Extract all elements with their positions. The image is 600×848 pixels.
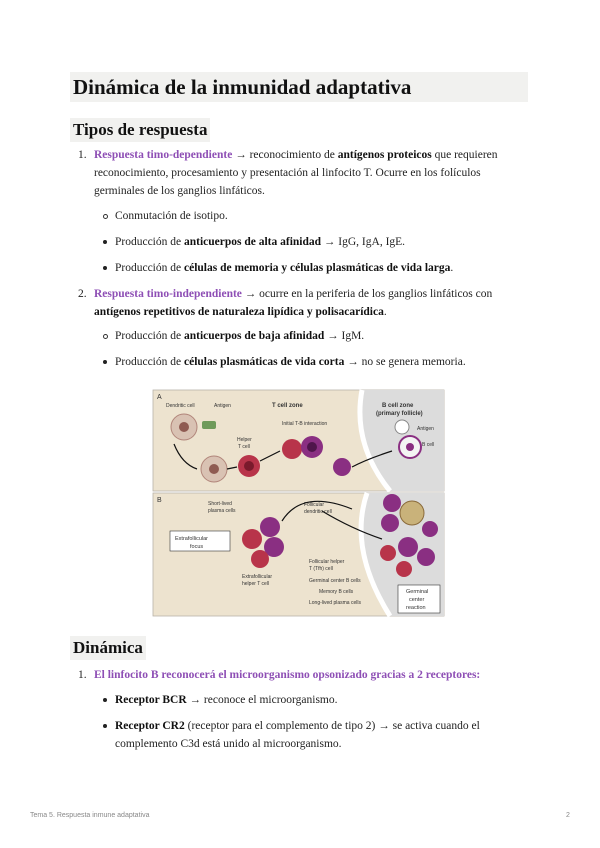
short-lived-label-1: Short-lived [208, 501, 232, 507]
gc-b-cell-1 [383, 494, 401, 512]
filled-bullet-icon [103, 724, 107, 728]
page-title: Dinámica de la inmunidad adaptativa [70, 72, 528, 102]
helper-t-nucleus [244, 461, 254, 471]
b-cell-zone-label: B cell zone [382, 403, 414, 409]
page-number: 2 [566, 812, 570, 819]
term-highlight: Respuesta timo-independiente [94, 288, 242, 300]
text-span: Producción de [115, 356, 184, 368]
filled-bullet-icon [103, 266, 107, 270]
antigen2-label: Antigen [417, 426, 434, 432]
text-span: → IgG, IgA, IgE. [321, 236, 406, 248]
short-lived-label-2: plasma cells [208, 508, 236, 514]
text-span: . [450, 262, 454, 274]
bold-term: antígenos proteicos [337, 149, 432, 161]
bold-term: células de memoria y células plasmáticas de vida larga [183, 262, 451, 274]
list-number: 2. [78, 288, 87, 300]
filled-bullet-icon [103, 240, 107, 244]
long-lived-plasma-cell [396, 561, 412, 577]
tfh-cell-shape [380, 545, 396, 561]
filled-bullet-icon [103, 360, 107, 364]
tfh-label-1: Follicular helper [309, 559, 345, 565]
immune-response-figure [152, 389, 445, 617]
bold-term: Receptor CR2 [115, 720, 185, 732]
panel-a-label: A [157, 394, 162, 401]
plasma-cell-1 [260, 517, 280, 537]
sub-item-text [115, 233, 405, 251]
filled-bullet-icon [103, 698, 107, 702]
b-cell-migrating [333, 458, 351, 476]
dendritic-cell-label: Dendritic cell [166, 403, 195, 409]
text-span: Producción de [115, 236, 184, 248]
text-span: Producción de [115, 330, 184, 342]
sub-item-text [115, 353, 466, 371]
sub-item-text [115, 691, 338, 709]
primary-follicle-label: (primary follicle) [376, 411, 423, 417]
section-heading-tipos: Tipos de respuesta [70, 118, 210, 142]
bold-term: anticuerpos de alta afinidad [183, 236, 322, 248]
b-cell-label: B cell [422, 442, 435, 448]
sub-item-text [115, 717, 535, 735]
sub-item-text: complemento C3d está unido al microorganismo. [115, 738, 342, 750]
gc-reaction-label-2: center [409, 597, 425, 603]
helper-t-label-1: Helper [237, 437, 252, 443]
dendritic-nucleus [179, 422, 189, 432]
list-item-text [94, 303, 534, 321]
helper-t-label-2: T cell [238, 444, 250, 450]
text-span: (receptor para el complemento de tipo 2) → se activa cuando el [184, 720, 480, 732]
section-heading-dinamica: Dinámica [70, 636, 146, 660]
footer-text: Tema 5. Respuesta inmune adaptativa [30, 812, 150, 819]
sub-item-text: Conmutación de isotipo. [115, 210, 228, 222]
text-span: que requieren [431, 149, 498, 161]
dendritic-nucleus-2 [209, 464, 219, 474]
follicular-dc-label-1: Follicular [304, 502, 325, 508]
initial-tb-label: Initial T-B interaction [282, 421, 328, 427]
b-cell-nucleus [307, 442, 317, 452]
extra-helper-label-2: helper T cell [242, 581, 270, 587]
t-cell-zone-label: T cell zone [272, 403, 303, 409]
text-span: → reconoce el microorganismo. [186, 694, 338, 706]
text-span: → IgM. [324, 330, 365, 342]
text-span: → no se genera memoria. [344, 356, 466, 368]
t-cell-shape [282, 439, 302, 459]
gc-reaction-label-3: reaction [406, 605, 426, 611]
gc-b-cells-label: Germinal center B cells [309, 578, 361, 584]
hollow-bullet-icon [103, 334, 108, 339]
gc-reaction-label-1: Germinal [406, 589, 429, 595]
antigen-particle [395, 420, 409, 434]
gc-b-cell-4 [398, 537, 418, 557]
text-span: → reconocimiento de [232, 149, 338, 161]
gc-b-cell-3 [422, 521, 438, 537]
bold-term: antígenos repetitivos de naturaleza lipídica y polisacarídica [94, 306, 384, 318]
extrafollicular-focus-label-1: Extrafollicular [175, 536, 209, 542]
antigen-shape [202, 421, 216, 429]
list-item-text: El linfocito B reconocerá el microorganismo opsonizado gracias a 2 receptores: [94, 669, 481, 681]
helper-t-cell-b2 [251, 550, 269, 568]
list-item-text [94, 146, 534, 164]
tfh-label-2: T (Tfh) cell [309, 566, 333, 572]
memory-b-label: Memory B cells [319, 589, 354, 595]
memory-b-cell [417, 548, 435, 566]
list-item-text [94, 285, 534, 303]
list-number: 1. [78, 669, 87, 681]
text-span: Producción de [115, 262, 184, 274]
naive-b-nucleus [406, 443, 414, 451]
list-item-text: germinales de los ganglios linfáticos. [94, 185, 265, 197]
text-span: → ocurre en la periferia de los ganglios linfáticos con [241, 288, 493, 300]
follicular-dc-shape [400, 501, 424, 525]
extrafollicular-focus-label-2: focus [190, 544, 204, 550]
bold-term: células plasmáticas de vida corta [183, 356, 345, 368]
sub-item-text [115, 259, 453, 277]
sub-item-text [115, 327, 364, 345]
hollow-bullet-icon [103, 214, 108, 219]
antigen-label: Antigen [214, 403, 231, 409]
gc-b-cell-2 [381, 514, 399, 532]
term-highlight: Respuesta timo-dependiente [94, 149, 233, 161]
bold-term: anticuerpos de baja afinidad [183, 330, 325, 342]
helper-t-cell-b1 [242, 529, 262, 549]
text-span: . [383, 306, 387, 318]
bold-term: Receptor BCR [115, 694, 187, 706]
list-item-text: reconocimiento, procesamiento y presentación al linfocito T. Ocurre en los folículos [94, 167, 481, 179]
panel-b-label: B [157, 497, 162, 504]
list-number: 1. [78, 149, 87, 161]
long-lived-label: Long-lived plasma cells [309, 600, 361, 606]
extra-helper-label-1: Extrafollicular [242, 574, 273, 580]
follicular-dc-label-2: dendritic cell [304, 509, 332, 515]
